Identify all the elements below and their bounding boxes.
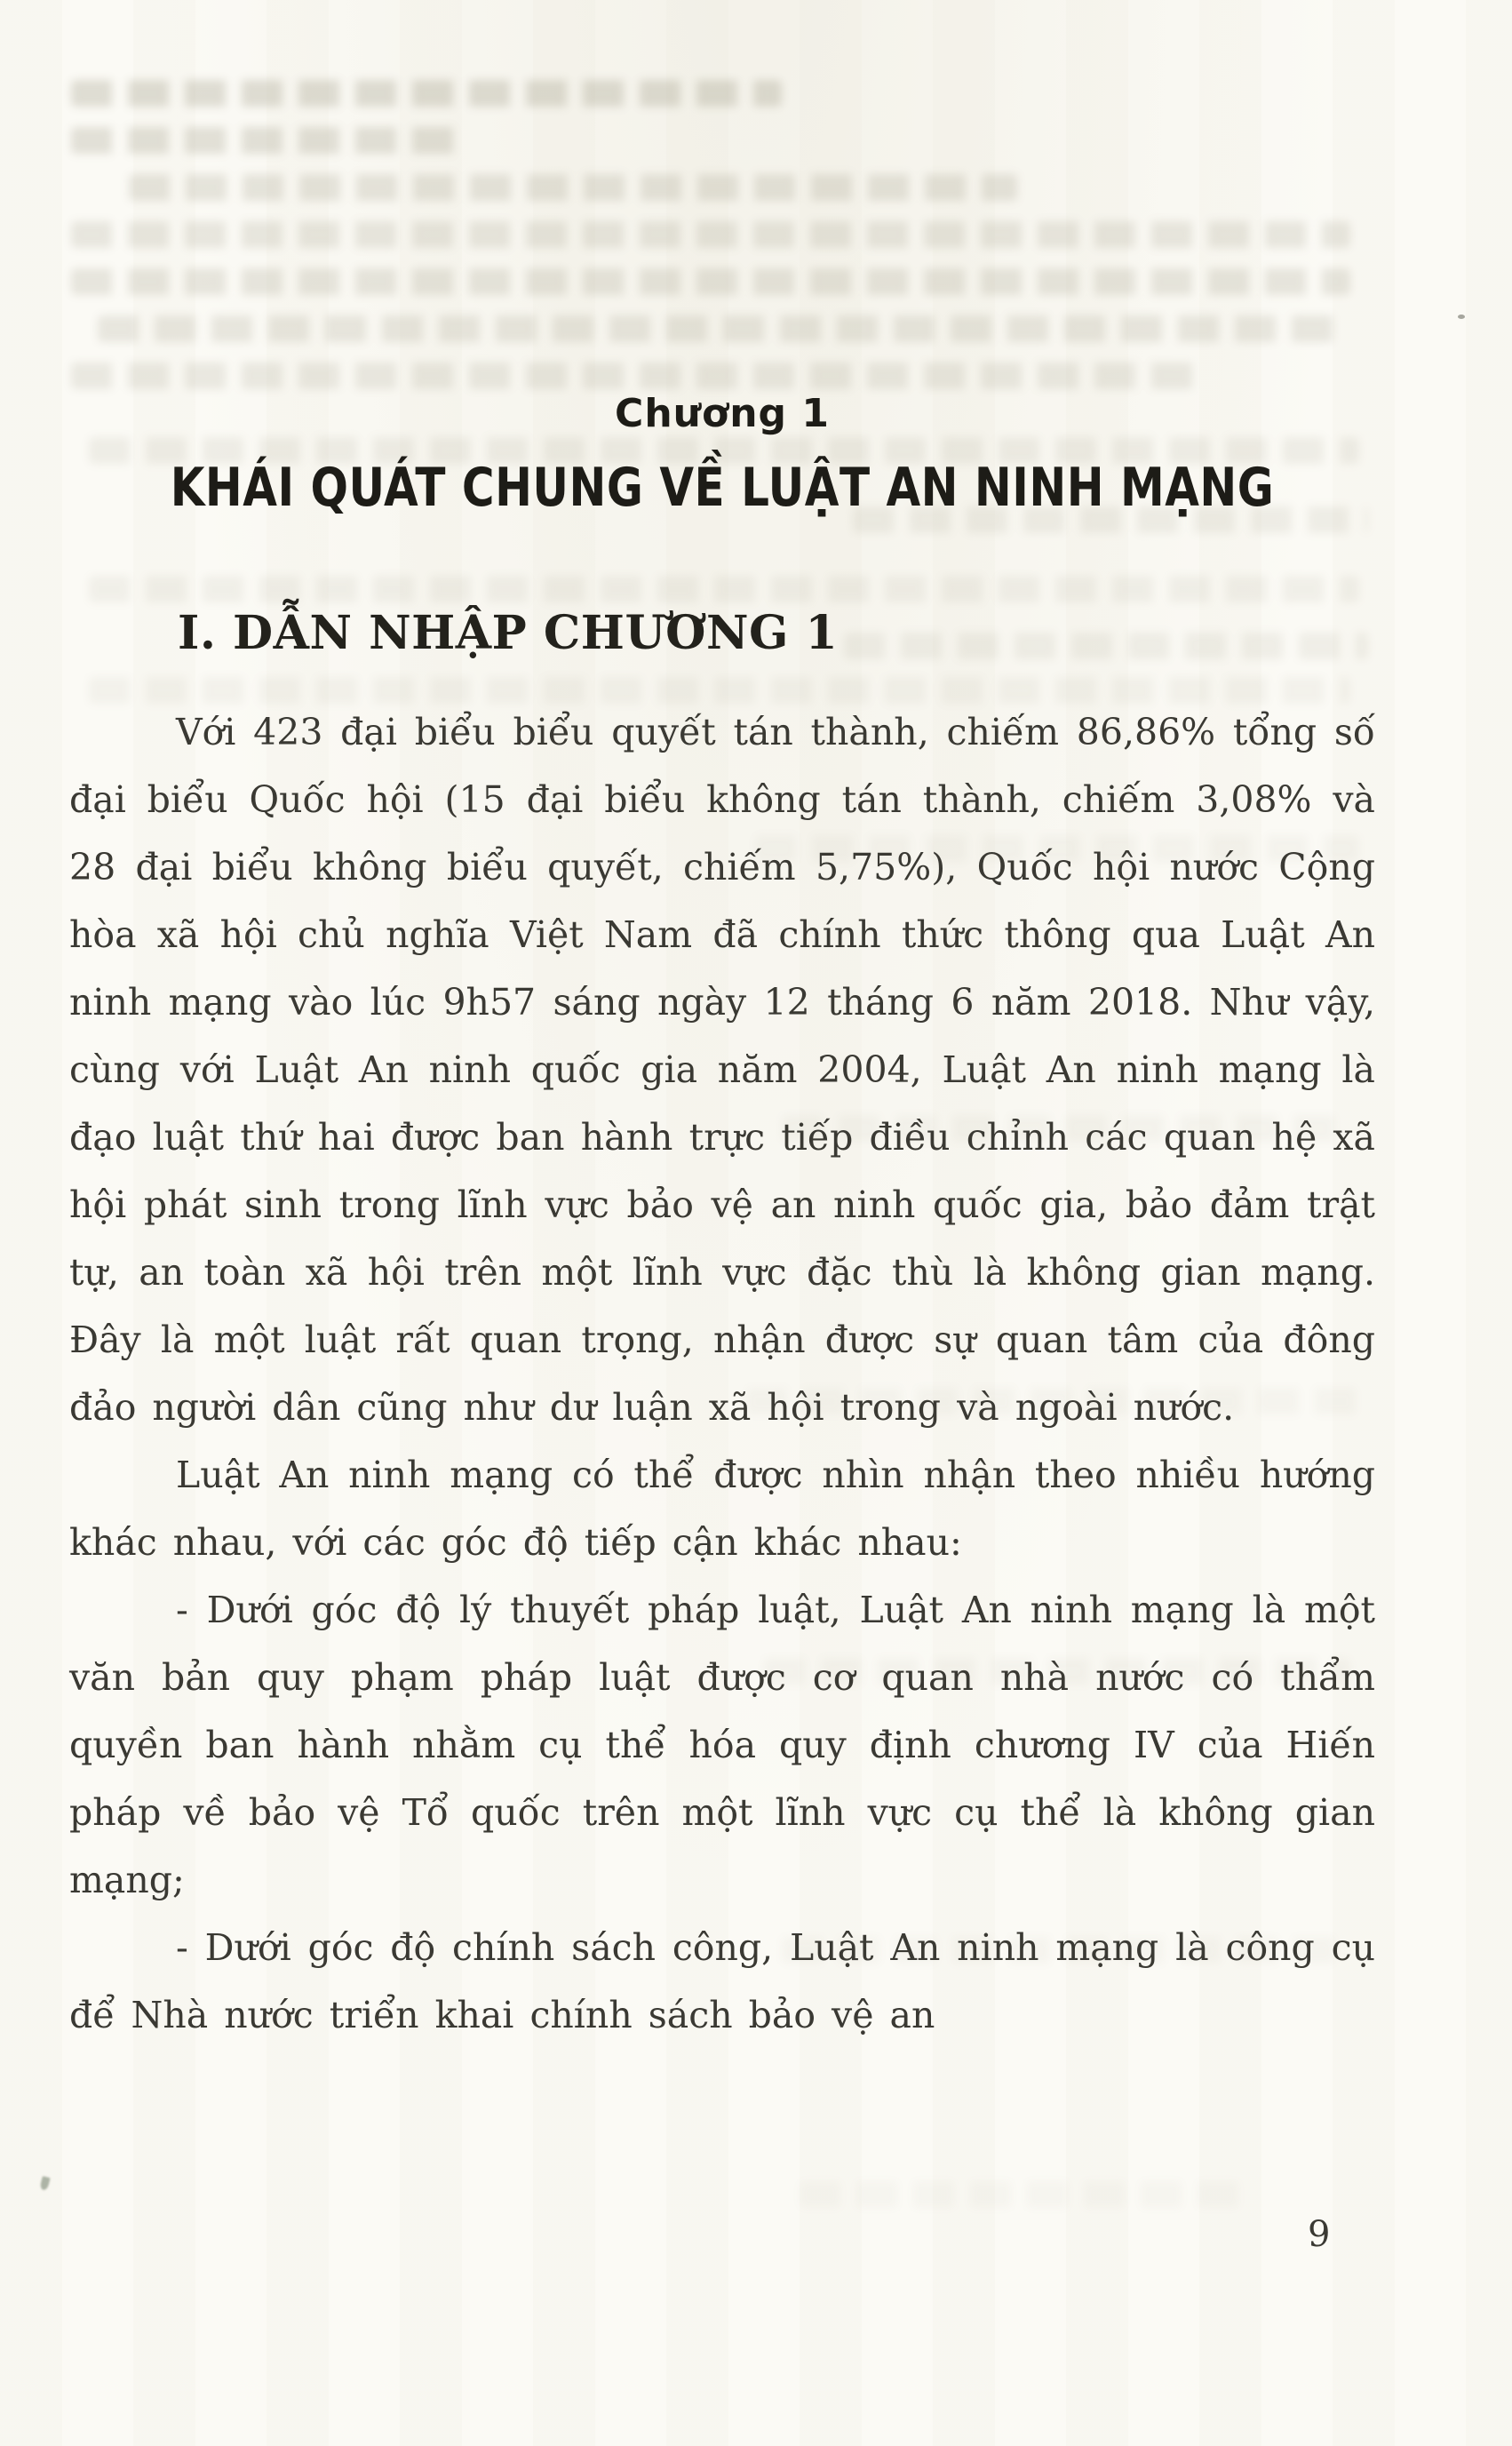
ghost-line bbox=[71, 127, 462, 154]
ghost-line bbox=[129, 174, 1017, 201]
ghost-line bbox=[844, 633, 1368, 659]
chapter-title: KHÁI QUÁT CHUNG VỀ LUẬT AN NINH MẠNG bbox=[170, 457, 1275, 519]
ghost-line bbox=[89, 576, 1359, 602]
body-text bbox=[69, 698, 1375, 2049]
paragraph-2: Luật An ninh mạng có thể được nhìn nhận theo nhiều hướng khác nhau, với các góc độ tiếp cận khác nhau: bbox=[69, 1454, 1375, 1564]
scan-speck bbox=[1458, 315, 1465, 319]
ghost-line bbox=[71, 363, 1208, 389]
chapter-label: Chương 1 bbox=[615, 391, 830, 436]
paragraph-4-bullet: - Dưới góc độ chính sách công, Luật An ninh mạng là công cụ để Nhà nước triển khai chính sách bảo vệ an bbox=[69, 1926, 1375, 2036]
paragraph-3-bullet: - Dưới góc độ lý thuyết pháp luật, Luật An ninh mạng là một văn bản quy phạm pháp luật được cơ quan nhà nước có thẩm quyền ban hành nhằm cụ thể hóa quy định chương IV của Hiến pháp về bảo vệ Tổ quốc trên một lĩnh vực cụ thể là không gian mạng; bbox=[69, 1589, 1375, 1901]
section-heading: I. DẪN NHẬP CHƯƠNG 1 bbox=[178, 606, 839, 660]
ghost-line bbox=[71, 221, 1350, 248]
ghost-line bbox=[800, 2181, 1244, 2208]
page-number: 9 bbox=[1308, 2214, 1331, 2255]
ghost-line bbox=[71, 268, 1350, 295]
scan-speck bbox=[39, 2176, 50, 2191]
ghost-line bbox=[98, 315, 1341, 342]
paragraph-1: Với 423 đại biểu biểu quyết tán thành, chiếm 86,86% tổng số đại biểu Quốc hội (15 đại biểu không tán thành, chiếm 3,08% và 28 đại biểu không biểu quyết, chiếm 5,75%), Quốc hội nước Cộng hòa xã hội chủ nghĩa Việt Nam đã chính thức thông qua Luật An ninh mạng vào lúc 9h57 sáng ngày 12 tháng 6 năm 2018. Như vậy, cùng với Luật An ninh quốc gia năm 2004, Luật An ninh mạng là đạo luật thứ hai được ban hành trực tiếp điều chỉnh các quan hệ xã hội phát sinh trong lĩnh vực bảo vệ an ninh quốc gia, bảo đảm trật tự, an toàn xã hội trên một lĩnh vực đặc thù là không gian mạng. Đây là một luật rất quan trọng, nhận được sự quan tâm của đông đảo người dân cũng như dư luận xã hội trong và ngoài nước. bbox=[69, 711, 1375, 1429]
ghost-line bbox=[71, 80, 782, 107]
